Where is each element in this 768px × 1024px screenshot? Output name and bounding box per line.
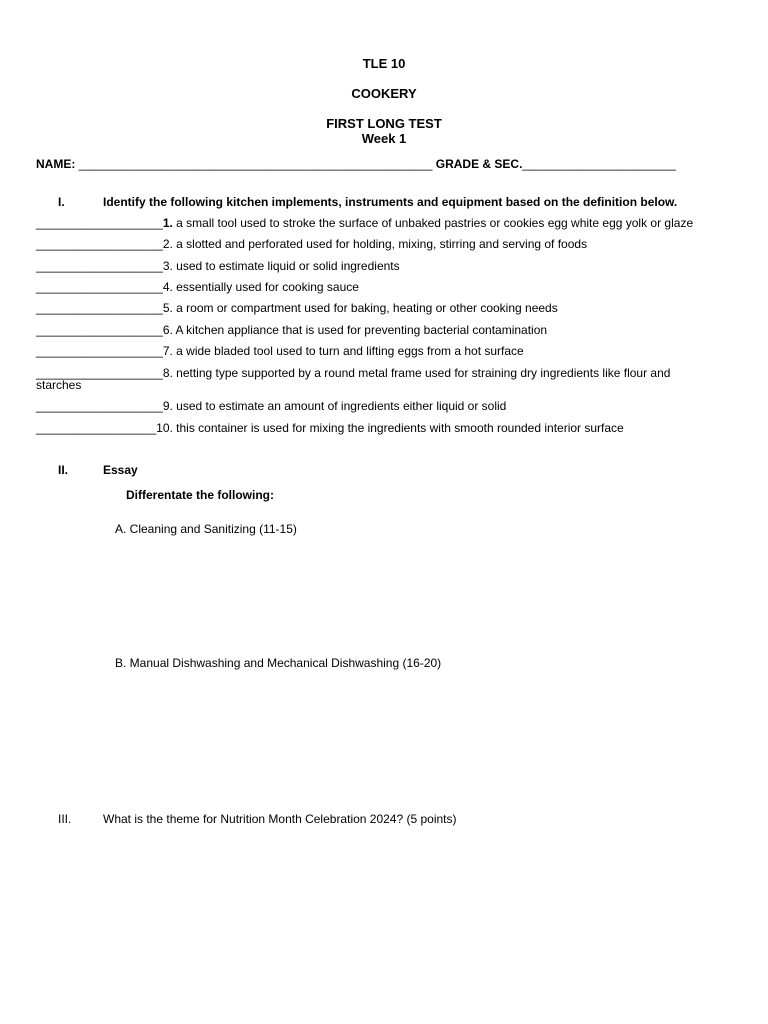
list-item (36, 421, 624, 435)
list-item (36, 280, 359, 294)
list-item (36, 366, 670, 380)
list-item (36, 323, 547, 337)
part1-numeral: I. (58, 195, 65, 209)
item-number: 8. (162, 366, 173, 380)
grade-blank[interactable]: _______________________ (522, 157, 676, 171)
item-number: 2. (162, 237, 173, 251)
list-item (36, 301, 558, 315)
item-text: used to estimate an amount of ingredients either liquid or solid (172, 399, 507, 413)
part1-instruction: Identify the following kitchen implements, instruments and equipment based on the definition below. (103, 195, 678, 209)
subject-code: TLE 10 (362, 56, 406, 71)
item-text: a wide bladed tool used to turn and lifting eggs from a hot surface (172, 344, 524, 358)
item-number: 5. (162, 301, 173, 315)
test-title: FIRST LONG TEST (326, 116, 442, 131)
item-text: a small tool used to stroke the surface of unbaked pastries or cookies egg white egg yolk or glaze (172, 216, 694, 230)
item-text: a room or compartment used for baking, heating or other cooking needs (172, 301, 558, 315)
answer-blank[interactable]: ___________________ (36, 237, 163, 251)
item-text: a slotted and perforated used for holding, mixing, stirring and serving of foods (172, 237, 588, 251)
item-number: 4. (162, 280, 173, 294)
subject-name: COOKERY (351, 86, 417, 101)
essay-item-a: A. Cleaning and Sanitizing (11-15) (115, 522, 297, 536)
part3-question: What is the theme for Nutrition Month Celebration 2024? (5 points) (103, 812, 457, 826)
answer-blank[interactable]: ___________________ (36, 344, 163, 358)
list-item (36, 399, 506, 413)
item-number: 9. (162, 399, 173, 413)
list-item (36, 216, 693, 230)
item-text: this container is used for mixing the ingredients with smooth rounded interior surface (172, 421, 624, 435)
answer-blank[interactable]: ___________________ (36, 366, 163, 380)
student-info-row (36, 157, 676, 171)
answer-blank[interactable]: ___________________ (36, 301, 163, 315)
answer-blank[interactable]: ___________________ (36, 399, 163, 413)
item-number: 1. (162, 216, 173, 230)
name-label: NAME: (36, 157, 76, 171)
item-number: 10. (156, 421, 173, 435)
essay-item-b: B. Manual Dishwashing and Mechanical Dishwashing (16-20) (115, 656, 442, 670)
part3-numeral: III. (58, 812, 72, 826)
list-item-continuation: starches (36, 378, 82, 392)
grade-label: GRADE & SEC. (435, 157, 523, 171)
list-item (36, 344, 524, 358)
item-number: 6. (162, 323, 173, 337)
part2-instruction: Differentate the following: (126, 488, 274, 502)
test-week: Week 1 (361, 131, 407, 146)
answer-blank[interactable]: ___________________ (36, 259, 163, 273)
item-text: netting type supported by a round metal frame used for straining dry ingredients like flour and (172, 366, 671, 380)
list-item (36, 237, 587, 251)
part2-numeral: II. (58, 463, 69, 477)
answer-blank[interactable]: ___________________ (36, 216, 163, 230)
item-number: 3. (162, 259, 173, 273)
item-text: essentially used for cooking sauce (172, 280, 359, 294)
item-number: 7. (162, 344, 173, 358)
part2-title: Essay (103, 463, 138, 477)
name-blank[interactable]: _____________________________________________________ (78, 157, 433, 171)
answer-blank[interactable]: ___________________ (36, 280, 163, 294)
item-text: used to estimate liquid or solid ingredients (172, 259, 400, 273)
answer-blank[interactable]: __________________ (36, 421, 157, 435)
answer-blank[interactable]: ___________________ (36, 323, 163, 337)
list-item (36, 259, 400, 273)
item-text: A kitchen appliance that is used for preventing bacterial contamination (172, 323, 548, 337)
